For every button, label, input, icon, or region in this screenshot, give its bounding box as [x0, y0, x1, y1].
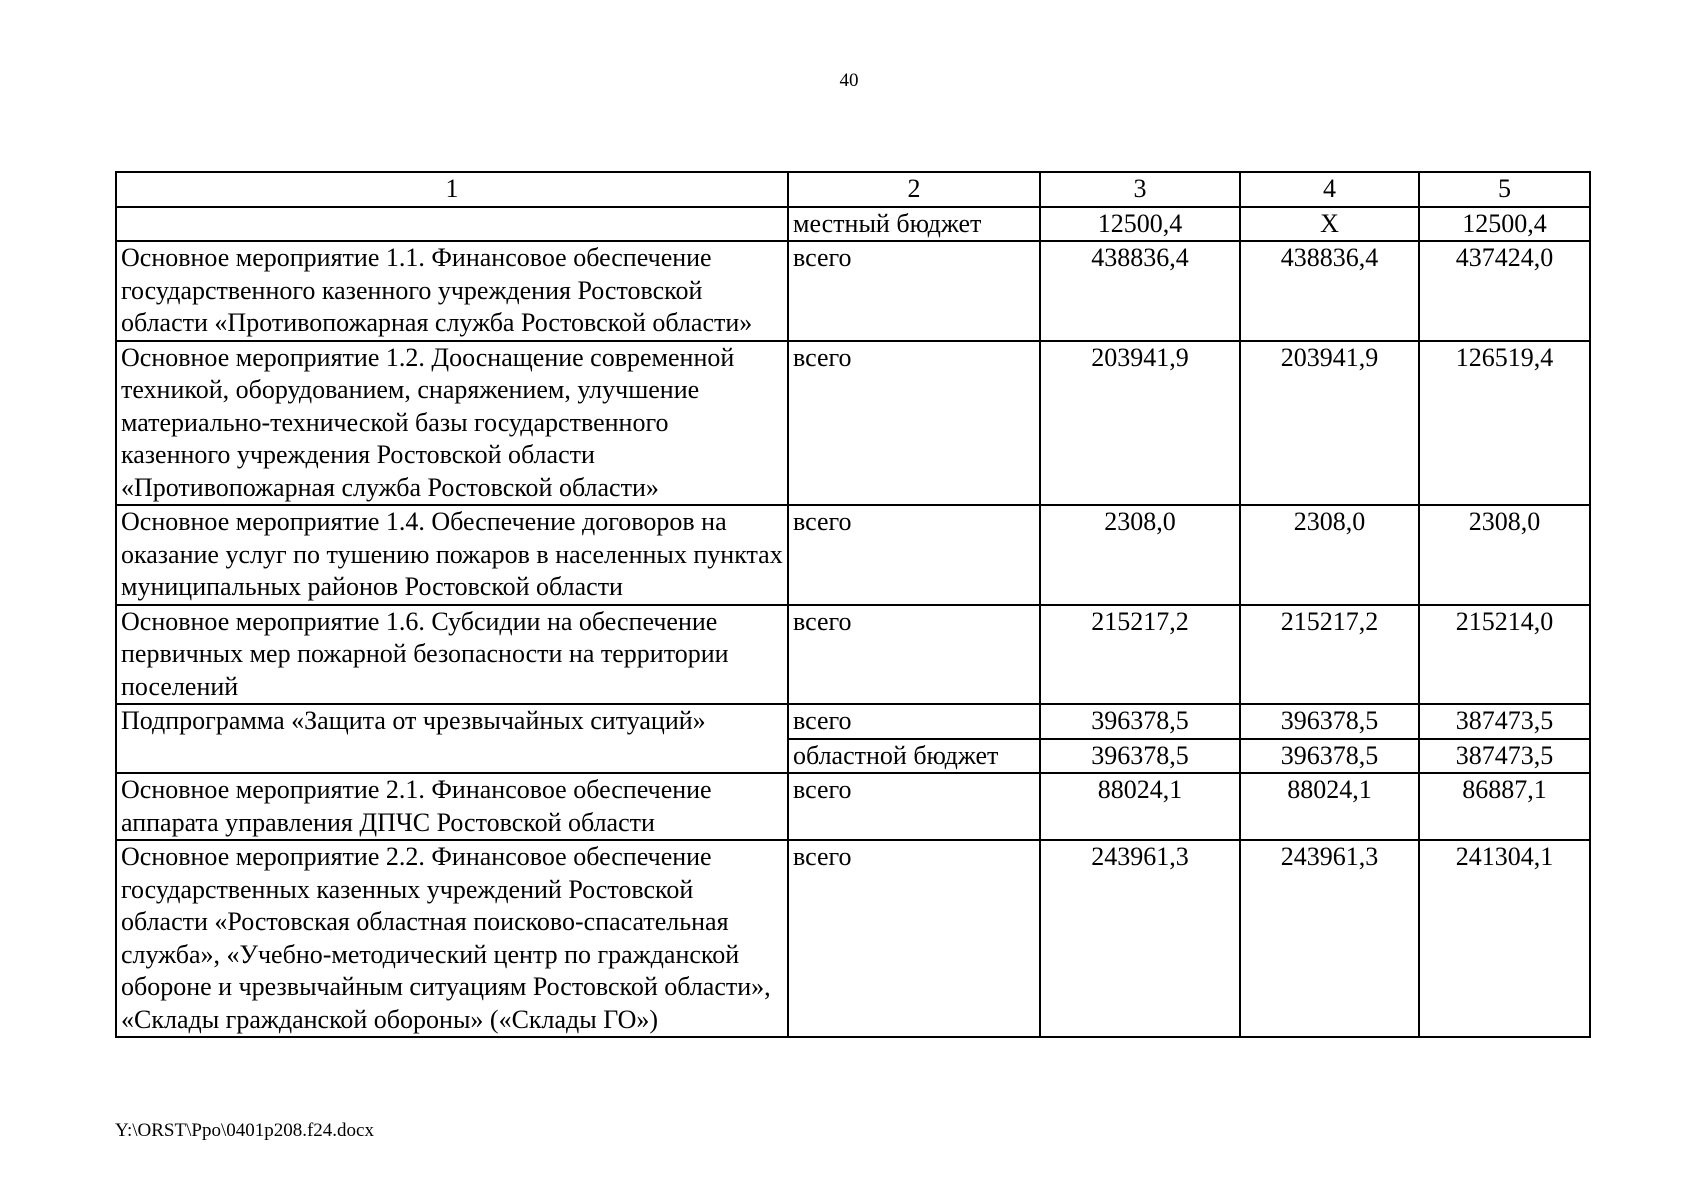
value-cell: 396378,5: [1240, 739, 1419, 774]
funding-source-cell: всего: [788, 341, 1040, 506]
value-cell: 203941,9: [1240, 341, 1419, 506]
value-cell: 438836,4: [1040, 241, 1240, 341]
value-cell: 2308,0: [1040, 505, 1240, 605]
funding-source-cell: всего: [788, 704, 1040, 739]
column-header: 5: [1419, 172, 1590, 207]
table-row: [116, 605, 1590, 705]
funding-source-cell: всего: [788, 840, 1040, 1037]
value-cell: 396378,5: [1040, 704, 1240, 739]
funding-source-cell: всего: [788, 605, 1040, 705]
table-row: [116, 704, 1590, 739]
value-cell: 86887,1: [1419, 773, 1590, 840]
value-cell: 12500,4: [1040, 207, 1240, 242]
table-row: [116, 505, 1590, 605]
column-header: 1: [116, 172, 788, 207]
file-path-footer: Y:\ORST\Ppo\0401p208.f24.docx: [115, 1120, 374, 1141]
funding-source-cell: всего: [788, 505, 1040, 605]
activity-name-cell: Основное мероприятие 2.1. Финансовое обеспечение аппарата управления ДПЧС Ростовской области: [116, 773, 788, 840]
value-cell: Х: [1240, 207, 1419, 242]
value-cell: 215214,0: [1419, 605, 1590, 705]
funding-source-cell: всего: [788, 773, 1040, 840]
page-number: 40: [839, 70, 859, 91]
value-cell: 12500,4: [1419, 207, 1590, 242]
value-cell: 438836,4: [1240, 241, 1419, 341]
table-header-row: [116, 172, 1590, 207]
value-cell: 396378,5: [1240, 704, 1419, 739]
funding-source-cell: всего: [788, 241, 1040, 341]
activity-name-cell: [116, 207, 788, 242]
activity-name-cell: Основное мероприятие 1.4. Обеспечение договоров на оказание услуг по тушению пожаров в населенных пунктах муниципальных районов Ростовской области: [116, 505, 788, 605]
value-cell: 88024,1: [1040, 773, 1240, 840]
value-cell: 243961,3: [1040, 840, 1240, 1037]
activity-name-cell: Основное мероприятие 1.6. Субсидии на обеспечение первичных мер пожарной безопасности на территории поселений: [116, 605, 788, 705]
value-cell: 126519,4: [1419, 341, 1590, 506]
funding-source-cell: областной бюджет: [788, 739, 1040, 774]
value-cell: 203941,9: [1040, 341, 1240, 506]
value-cell: 2308,0: [1419, 505, 1590, 605]
value-cell: 241304,1: [1419, 840, 1590, 1037]
table-row: [116, 341, 1590, 506]
column-header: 3: [1040, 172, 1240, 207]
table-row: [116, 207, 1590, 242]
table-row: [116, 241, 1590, 341]
activity-name-cell: Основное мероприятие 1.1. Финансовое обеспечение государственного казенного учреждения Ростовской области «Противопожарная служба Ростовской области»: [116, 241, 788, 341]
activity-name-cell: Основное мероприятие 2.2. Финансовое обеспечение государственных казенных учреждений Ростовской области «Ростовская областная поисково-спасательная служба», «Учебно-методический центр по гражданской обороне и чрезвычайным ситуациям Ростовской области», «Склады гражданской обороны» («Склады ГО»): [116, 840, 788, 1037]
table-row: [116, 773, 1590, 840]
value-cell: 88024,1: [1240, 773, 1419, 840]
column-header: 4: [1240, 172, 1419, 207]
table-row: [116, 840, 1590, 1037]
funding-source-cell: местный бюджет: [788, 207, 1040, 242]
value-cell: 387473,5: [1419, 704, 1590, 739]
column-header: 2: [788, 172, 1040, 207]
value-cell: 2308,0: [1240, 505, 1419, 605]
budget-table: [115, 171, 1591, 1038]
value-cell: 437424,0: [1419, 241, 1590, 341]
activity-name-cell: Подпрограмма «Защита от чрезвычайных ситуаций»: [116, 704, 788, 773]
value-cell: 215217,2: [1040, 605, 1240, 705]
value-cell: 396378,5: [1040, 739, 1240, 774]
value-cell: 215217,2: [1240, 605, 1419, 705]
activity-name-cell: Основное мероприятие 1.2. Дооснащение современной техникой, оборудованием, снаряжением, улучшение материально-технической базы государственного казенного учреждения Ростовской области «Противопожарная служба Ростовской области»: [116, 341, 788, 506]
value-cell: 243961,3: [1240, 840, 1419, 1037]
value-cell: 387473,5: [1419, 739, 1590, 774]
